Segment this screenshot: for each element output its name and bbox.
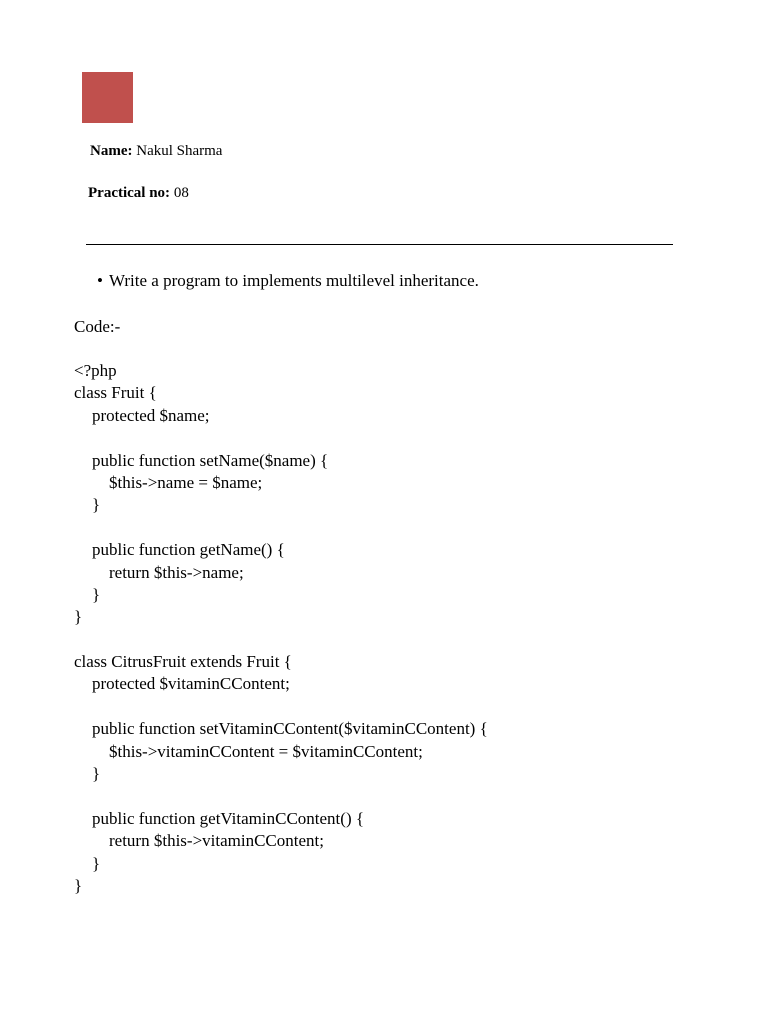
code-line: }: [92, 584, 101, 604]
code-line: [74, 517, 488, 539]
code-line: public function setName($name) {: [92, 450, 329, 470]
code-line: [74, 629, 488, 651]
code-line: $this->vitaminCContent = $vitaminCContent;: [109, 741, 423, 761]
name-value: Nakul Sharma: [132, 143, 223, 159]
code-line: public function setVitaminCContent($vitaminCContent) {: [92, 719, 488, 739]
practical-label: Practical no:: [88, 185, 171, 201]
code-line: }: [92, 764, 101, 784]
header-divider: [86, 244, 673, 245]
code-line: class Fruit {: [74, 383, 157, 403]
logo-square: [82, 72, 133, 123]
code-line: }: [92, 495, 101, 515]
code-line: }: [74, 607, 83, 627]
practical-number: [88, 184, 189, 202]
task-text: Write a program to implements multilevel inheritance.: [109, 271, 479, 290]
code-line: [74, 696, 488, 718]
student-name: [90, 142, 222, 160]
code-line: }: [74, 875, 83, 895]
bullet-icon: •: [97, 271, 103, 290]
code-line: return $this->vitaminCContent;: [109, 831, 324, 851]
code-block: [74, 360, 488, 897]
code-line: $this->name = $name;: [109, 472, 263, 492]
task-statement: [97, 270, 479, 291]
code-line: protected $name;: [92, 405, 210, 425]
code-line: <?php: [74, 361, 117, 380]
name-label: Name:: [90, 143, 133, 159]
code-line: }: [92, 853, 101, 873]
code-heading: Code:-: [74, 317, 121, 336]
code-line: return $this->name;: [109, 562, 244, 582]
code-line: class CitrusFruit extends Fruit {: [74, 652, 292, 672]
code-line: public function getVitaminCContent() {: [92, 808, 365, 828]
code-line: public function getName() {: [92, 540, 285, 560]
code-line: [74, 427, 488, 449]
code-line: protected $vitaminCContent;: [92, 674, 290, 694]
practical-value: 08: [170, 185, 189, 201]
code-line: [74, 785, 488, 807]
